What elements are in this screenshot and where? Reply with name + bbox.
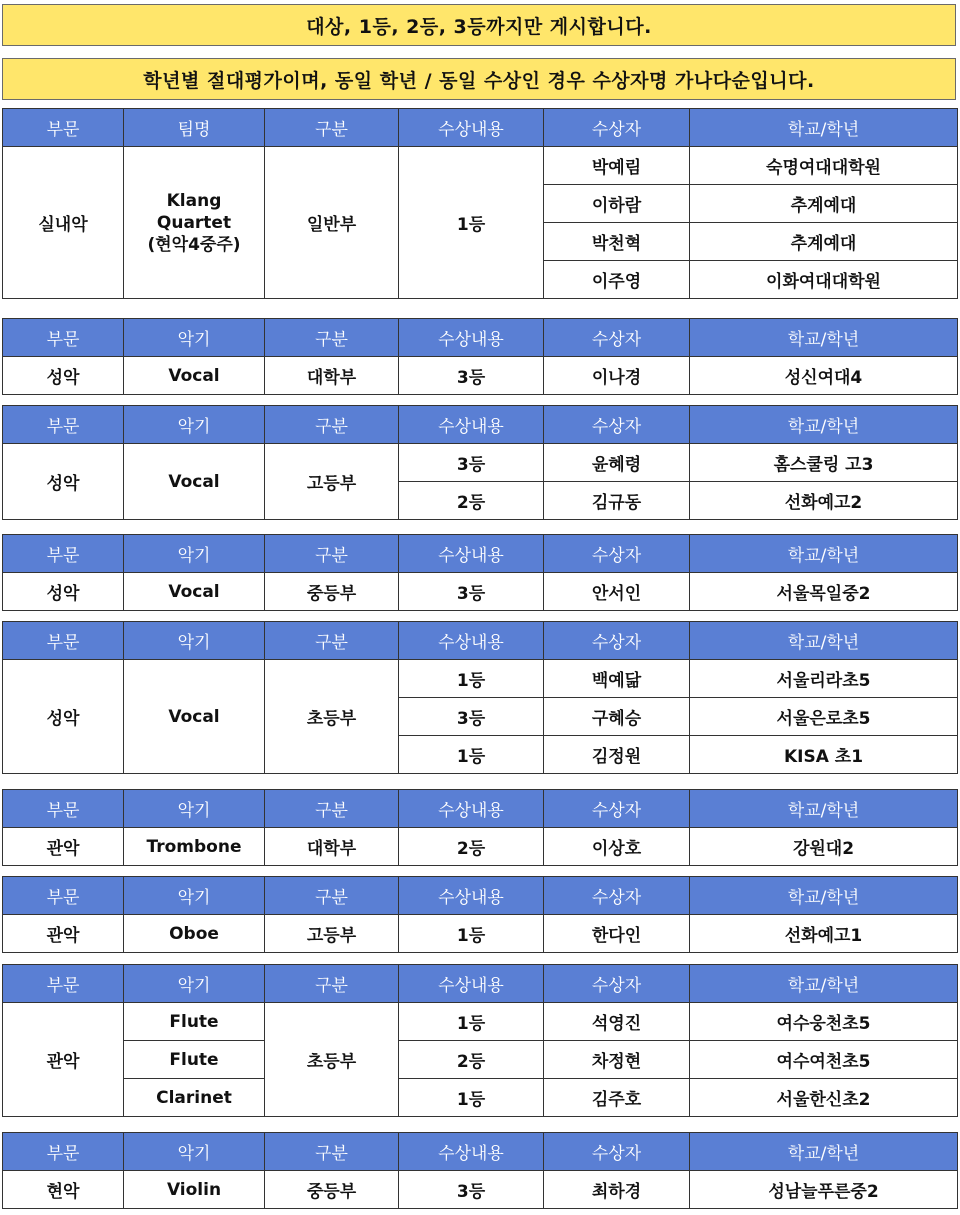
division-cell: 초등부 (265, 660, 399, 774)
header-instrument: 악기 (124, 406, 265, 444)
winner-cell: 박예림 (544, 147, 690, 185)
instrument-cell: Oboe (124, 915, 265, 953)
instrument-cell: Vocal (124, 660, 265, 774)
header-winner: 수상자 (544, 535, 690, 573)
winner-cell: 박천혁 (544, 223, 690, 261)
award-cell: 3등 (399, 1171, 544, 1209)
school-cell: 여수웅천초5 (690, 1003, 958, 1041)
table-row (3, 357, 958, 395)
team-name-line: (현악4중주) (147, 234, 241, 255)
table-header-row (3, 535, 958, 573)
header-award: 수상내용 (399, 406, 544, 444)
category-cell: 성악 (3, 660, 124, 774)
header-division: 구분 (265, 319, 399, 357)
table-row (3, 1003, 958, 1041)
header-winner: 수상자 (544, 622, 690, 660)
winner-cell: 석영진 (544, 1003, 690, 1041)
header-division: 구분 (265, 535, 399, 573)
header-award: 수상내용 (399, 965, 544, 1003)
award-table-vocal-university (2, 318, 958, 395)
table-header-row (3, 1133, 958, 1171)
winner-cell: 이주영 (544, 261, 690, 299)
header-award: 수상내용 (399, 1133, 544, 1171)
header-winner: 수상자 (544, 877, 690, 915)
school-cell: 선화예고2 (690, 482, 958, 520)
instrument-cell: Vocal (124, 444, 265, 520)
header-division: 구분 (265, 406, 399, 444)
notice-banner-evaluation (2, 58, 956, 100)
header-category: 부문 (3, 877, 124, 915)
header-instrument: 악기 (124, 790, 265, 828)
header-winner: 수상자 (544, 109, 690, 147)
winner-cell: 이나경 (544, 357, 690, 395)
instrument-cell: Violin (124, 1171, 265, 1209)
team-name-line: Quartet (156, 212, 232, 233)
award-cell: 1등 (399, 736, 544, 774)
category-cell: 관악 (3, 915, 124, 953)
table-row (3, 915, 958, 953)
table-header-row (3, 790, 958, 828)
award-cell: 1등 (399, 147, 544, 299)
winner-cell: 김규동 (544, 482, 690, 520)
header-school: 학교/학년 (690, 877, 958, 915)
header-winner: 수상자 (544, 1133, 690, 1171)
table-header-row (3, 965, 958, 1003)
winner-cell: 김정원 (544, 736, 690, 774)
category-cell: 관악 (3, 1003, 124, 1117)
header-category: 부문 (3, 319, 124, 357)
award-table-wind-university (2, 789, 958, 866)
division-cell: 고등부 (265, 915, 399, 953)
award-cell: 2등 (399, 1041, 544, 1079)
table-row (3, 1171, 958, 1209)
header-award: 수상내용 (399, 319, 544, 357)
team-name-cell (124, 147, 265, 299)
table-row (3, 1079, 958, 1117)
winner-cell: 이하람 (544, 185, 690, 223)
category-cell: 성악 (3, 444, 124, 520)
award-cell: 1등 (399, 660, 544, 698)
award-cell: 3등 (399, 573, 544, 611)
school-cell: 추계예대 (690, 185, 958, 223)
instrument-cell: Clarinet (124, 1079, 265, 1117)
header-winner: 수상자 (544, 406, 690, 444)
table-header-row (3, 622, 958, 660)
table-header-row (3, 109, 958, 147)
header-award: 수상내용 (399, 109, 544, 147)
school-cell: 서울목일중2 (690, 573, 958, 611)
award-table-vocal-middle (2, 534, 958, 611)
header-winner: 수상자 (544, 319, 690, 357)
header-award: 수상내용 (399, 622, 544, 660)
division-cell: 초등부 (265, 1003, 399, 1117)
division-cell: 대학부 (265, 828, 399, 866)
winner-cell: 백예닮 (544, 660, 690, 698)
header-instrument: 악기 (124, 535, 265, 573)
notice-banner-top-awards (2, 4, 956, 46)
header-winner: 수상자 (544, 965, 690, 1003)
header-category: 부문 (3, 965, 124, 1003)
school-cell: 추계예대 (690, 223, 958, 261)
school-cell: 여수여천초5 (690, 1041, 958, 1079)
category-cell: 성악 (3, 573, 124, 611)
instrument-cell: Flute (124, 1041, 265, 1079)
team-name-line: Klang (166, 190, 222, 211)
award-table-vocal-high (2, 405, 958, 520)
header-division: 구분 (265, 790, 399, 828)
header-winner: 수상자 (544, 790, 690, 828)
instrument-cell: Flute (124, 1003, 265, 1041)
notice-text: 대상, 1등, 2등, 3등까지만 게시합니다. (306, 15, 652, 38)
header-division: 구분 (265, 622, 399, 660)
header-school: 학교/학년 (690, 109, 958, 147)
header-award: 수상내용 (399, 790, 544, 828)
division-cell: 고등부 (265, 444, 399, 520)
table-row (3, 660, 958, 698)
award-table-chamber (2, 108, 958, 299)
notice-text: 학년별 절대평가이며, 동일 학년 / 동일 수상인 경우 수상자명 가나다순입니다. (143, 69, 815, 92)
header-division: 구분 (265, 965, 399, 1003)
winner-cell: 최하경 (544, 1171, 690, 1209)
table-header-row (3, 877, 958, 915)
category-cell: 실내악 (3, 147, 124, 299)
header-school: 학교/학년 (690, 535, 958, 573)
header-school: 학교/학년 (690, 622, 958, 660)
header-instrument: 악기 (124, 319, 265, 357)
school-cell: 성신여대4 (690, 357, 958, 395)
award-cell: 2등 (399, 482, 544, 520)
header-school: 학교/학년 (690, 965, 958, 1003)
winner-cell: 차정현 (544, 1041, 690, 1079)
school-cell: 서울한신초2 (690, 1079, 958, 1117)
award-cell: 3등 (399, 357, 544, 395)
winner-cell: 이상호 (544, 828, 690, 866)
school-cell: 이화여대대학원 (690, 261, 958, 299)
winner-cell: 구혜승 (544, 698, 690, 736)
winner-cell: 김주호 (544, 1079, 690, 1117)
award-table-strings-middle (2, 1132, 958, 1209)
instrument-cell: Trombone (124, 828, 265, 866)
header-division: 구분 (265, 109, 399, 147)
division-cell: 중등부 (265, 1171, 399, 1209)
award-cell: 3등 (399, 698, 544, 736)
award-table-wind-high (2, 876, 958, 953)
school-cell: 성남늘푸른중2 (690, 1171, 958, 1209)
winner-cell: 안서인 (544, 573, 690, 611)
table-header-row (3, 319, 958, 357)
award-table-wind-elementary (2, 964, 958, 1117)
school-cell: 숙명여대대학원 (690, 147, 958, 185)
instrument-cell: Vocal (124, 357, 265, 395)
table-row (3, 573, 958, 611)
division-cell: 대학부 (265, 357, 399, 395)
division-cell: 일반부 (265, 147, 399, 299)
header-category: 부문 (3, 790, 124, 828)
award-cell: 2등 (399, 828, 544, 866)
award-cell: 1등 (399, 1003, 544, 1041)
category-cell: 관악 (3, 828, 124, 866)
award-cell: 3등 (399, 444, 544, 482)
award-table-vocal-elementary (2, 621, 958, 774)
header-category: 부문 (3, 535, 124, 573)
header-division: 구분 (265, 877, 399, 915)
school-cell: KISA 초1 (690, 736, 958, 774)
school-cell: 서울은로초5 (690, 698, 958, 736)
header-division: 구분 (265, 1133, 399, 1171)
table-row (3, 828, 958, 866)
header-school: 학교/학년 (690, 406, 958, 444)
school-cell: 강원대2 (690, 828, 958, 866)
school-cell: 서울리라초5 (690, 660, 958, 698)
header-category: 부문 (3, 622, 124, 660)
winner-cell: 윤혜령 (544, 444, 690, 482)
header-category: 부문 (3, 1133, 124, 1171)
school-cell: 홈스쿨링 고3 (690, 444, 958, 482)
header-category: 부문 (3, 109, 124, 147)
winner-cell: 한다인 (544, 915, 690, 953)
header-award: 수상내용 (399, 535, 544, 573)
header-school: 학교/학년 (690, 790, 958, 828)
header-instrument: 악기 (124, 622, 265, 660)
header-instrument: 악기 (124, 877, 265, 915)
school-cell: 선화예고1 (690, 915, 958, 953)
table-header-row (3, 406, 958, 444)
header-team: 팀명 (124, 109, 265, 147)
instrument-cell: Vocal (124, 573, 265, 611)
category-cell: 성악 (3, 357, 124, 395)
award-cell: 1등 (399, 1079, 544, 1117)
award-cell: 1등 (399, 915, 544, 953)
header-category: 부문 (3, 406, 124, 444)
table-row (3, 1041, 958, 1079)
header-school: 학교/학년 (690, 1133, 958, 1171)
header-school: 학교/학년 (690, 319, 958, 357)
header-instrument: 악기 (124, 1133, 265, 1171)
table-row (3, 444, 958, 482)
category-cell: 현악 (3, 1171, 124, 1209)
header-award: 수상내용 (399, 877, 544, 915)
header-instrument: 악기 (124, 965, 265, 1003)
division-cell: 중등부 (265, 573, 399, 611)
table-row (3, 147, 958, 185)
